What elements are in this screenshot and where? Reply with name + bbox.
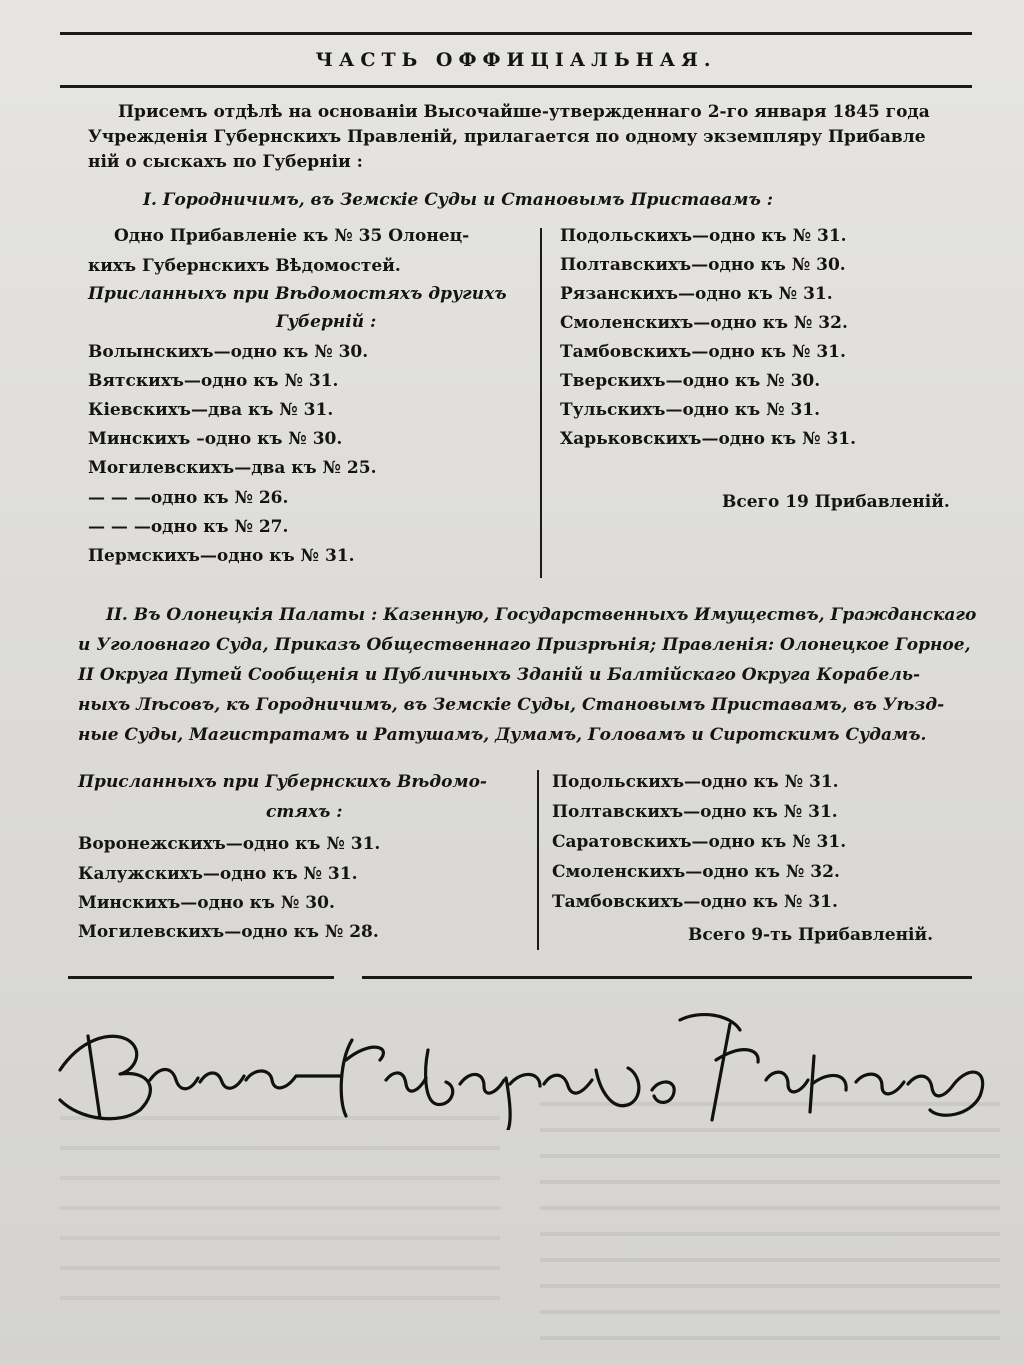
list-item: Одно Прибавленіе къ № 35 Олонец-: [114, 226, 470, 246]
list-item: Пермскихъ—одно къ № 31.: [88, 546, 355, 566]
list-item: Рязанскихъ—одно къ № 31.: [560, 284, 833, 304]
list-item: Тверскихъ—одно къ № 30.: [560, 371, 821, 391]
list-item: Кіевскихъ—два къ № 31.: [88, 400, 334, 420]
list-subheading: стяхъ :: [266, 802, 343, 822]
list-item: Смоленскихъ—одно къ № 32.: [552, 862, 840, 882]
intro-line: Учрежденія Губернскихъ Правленій, прилагается по одному экземпляру Прибавле: [88, 127, 926, 147]
section1-heading: I. Городничимъ, въ Земскіе Суды и Становымъ Приставамъ :: [143, 190, 774, 210]
section2-line: и Уголовнаго Суда, Приказъ Общественнаго Призрѣнія; Правленія: Олонецкое Горное,: [78, 635, 971, 655]
list-subheading: Присланныхъ при Вѣдомостяхъ другихъ: [88, 284, 507, 304]
section2-line: II Округа Путей Сообщенія и Публичныхъ Зданій и Балтійскаго Округа Корабель-: [78, 665, 921, 685]
list-item: Полтавскихъ—одно къ № 30.: [560, 255, 846, 275]
list-total: Всего 19 Прибавленій.: [722, 492, 950, 512]
list-item: Минскихъ –одно къ № 30.: [88, 429, 343, 449]
list-item: Калужскихъ—одно къ № 31.: [78, 864, 358, 884]
list-subheading: Присланныхъ при Губернскихъ Вѣдомо-: [78, 772, 487, 792]
section2-line: II. Въ Олонецкія Палаты : Казенную, Государственныхъ Имуществъ, Гражданскаго: [106, 605, 977, 625]
list-item: Полтавскихъ—одно къ № 31.: [552, 802, 838, 822]
section1-right-column: [560, 226, 980, 526]
column-divider: [540, 228, 542, 578]
page-title: ЧАСТЬ ОФФИЦІАЛЬНАЯ.: [315, 49, 717, 71]
list-item: Саратовскихъ—одно къ № 31.: [552, 832, 847, 852]
section2-line: ные Суды, Магистратамъ и Ратушамъ, Думамъ, Головамъ и Сиротскимъ Судамъ.: [78, 725, 927, 745]
list-item: Харьковскихъ—одно къ № 31.: [560, 429, 857, 449]
intro-paragraph: [88, 100, 984, 175]
section-header: [60, 32, 972, 88]
list-item: — — —одно къ № 26.: [88, 488, 289, 508]
list-item: Подольскихъ—одно къ № 31.: [552, 772, 839, 792]
list-item: Вятскихъ—одно къ № 31.: [88, 371, 339, 391]
list-item: Воронежскихъ—одно къ № 31.: [78, 834, 381, 854]
section2-left-column: [78, 772, 538, 962]
section2-heading: [78, 600, 988, 750]
list-item: — — —одно къ № 27.: [88, 517, 289, 537]
list-subheading: Губерній :: [276, 312, 377, 332]
list-item: Подольскихъ—одно къ № 31.: [560, 226, 847, 246]
list-item: Тульскихъ—одно къ № 31.: [560, 400, 821, 420]
list-item: Волынскихъ—одно къ № 30.: [88, 342, 369, 362]
closing-rule: [68, 976, 334, 979]
section2-right-column: [552, 772, 982, 962]
list-item: Тамбовскихъ—одно къ № 31.: [560, 342, 846, 362]
list-item: Могилевскихъ—два къ № 25.: [88, 458, 377, 478]
list-item: Минскихъ—одно къ № 30.: [78, 893, 335, 913]
intro-line: ній о сыскахъ по Губерніи :: [88, 152, 363, 172]
intro-line: Присемъ отдѣлѣ на основаніи Высочайше-утвержденнаго 2-го января 1845 года: [118, 102, 930, 122]
section1-left-column: [88, 226, 538, 586]
section2-line: ныхъ Лѣсовъ, къ Городничимъ, въ Земскіе Суды, Становымъ Приставамъ, въ Уѣзд-: [78, 695, 945, 715]
list-item: кихъ Губернскихъ Вѣдомостей.: [88, 256, 401, 276]
column-divider: [537, 770, 539, 950]
list-total: Всего 9-ть Прибавленій.: [688, 925, 934, 945]
handwritten-signature: [40, 1000, 1000, 1130]
list-item: Тамбовскихъ—одно къ № 31.: [552, 892, 838, 912]
list-item: Смоленскихъ—одно къ № 32.: [560, 313, 848, 333]
list-item: Могилевскихъ—одно къ № 28.: [78, 922, 379, 942]
closing-rule: [362, 976, 972, 979]
